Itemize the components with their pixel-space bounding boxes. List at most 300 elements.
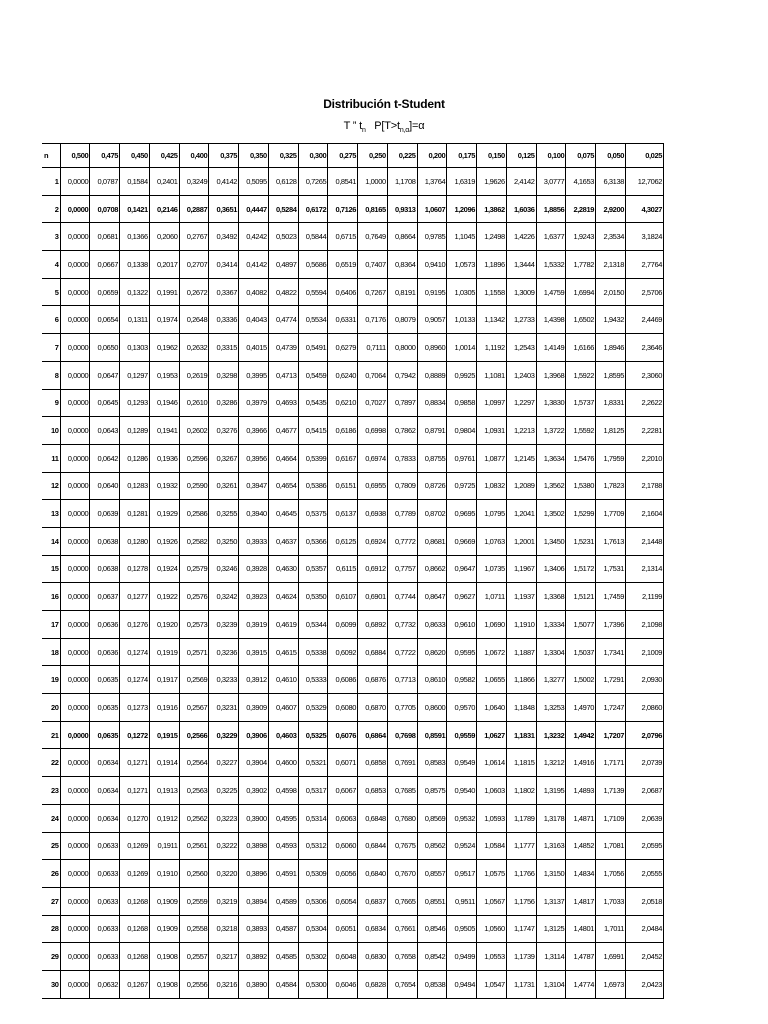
table-cell: 0,8575 [417,777,447,805]
table-cell: 0,2887 [179,195,209,223]
table-row [42,915,664,943]
table-cell: 2,1098 [626,611,664,639]
table-cell: 0,6115 [328,555,358,583]
header-alpha: 0,175 [447,144,477,168]
table-cell: 1,0690 [477,611,507,639]
table-cell: 1,4893 [566,777,596,805]
table-cell: 1,2498 [477,223,507,251]
table-cell: 0,0000 [60,334,90,362]
table-cell: 0,2569 [179,666,209,694]
table-cell: 0,3933 [239,527,269,555]
table-cell: 0,4142 [209,168,239,196]
table-cell: 0,1991 [149,278,179,306]
table-cell: 0,0667 [90,251,120,279]
table-cell: 1,4834 [566,860,596,888]
table-cell: 4,1653 [566,168,596,196]
table-cell: 1,2213 [506,417,536,445]
header-alpha: 0,200 [417,144,447,168]
table-cell: 0,1269 [120,860,150,888]
table-cell: 1,0553 [477,943,507,971]
table-cell: 2,1314 [626,555,664,583]
table-cell: 2,0687 [626,777,664,805]
table-cell: 1,0877 [477,444,507,472]
table-cell: 0,4897 [268,251,298,279]
table-cell: 2,0860 [626,694,664,722]
table-cell: 0,1953 [149,361,179,389]
table-cell: 0,0787 [90,168,120,196]
table-cell: 0,2590 [179,472,209,500]
table-cell: 2,0484 [626,915,664,943]
table-cell: 0,2610 [179,389,209,417]
table-cell: 0,2619 [179,361,209,389]
table-cell: 1,1081 [477,361,507,389]
table-cell: 0,1277 [120,583,150,611]
table-cell: 0,9804 [447,417,477,445]
table-cell: 0,3217 [209,943,239,971]
table-cell: 0,6210 [328,389,358,417]
table-cell: 0,0659 [90,278,120,306]
table-cell: 1,1342 [477,306,507,334]
table-cell: 1,1896 [477,251,507,279]
table-cell: 0,9669 [447,527,477,555]
table-cell: 0,5338 [298,638,328,666]
table-cell: 0,3896 [239,860,269,888]
table-cell: 0,6128 [268,168,298,196]
table-cell: 1,0560 [477,915,507,943]
table-cell: 0,8702 [417,500,447,528]
table-cell: 0,1268 [120,887,150,915]
header-alpha: 0,425 [149,144,179,168]
table-cell: 1,2041 [506,500,536,528]
table-cell: 0,9057 [417,306,447,334]
table-cell: 0,0647 [90,361,120,389]
table-cell: 0,6858 [358,749,388,777]
table-cell: 0,3242 [209,583,239,611]
table-cell: 0,7691 [387,749,417,777]
table-cell: 0,9925 [447,361,477,389]
table-cell: 0,3928 [239,555,269,583]
table-cell: 1,3150 [536,860,566,888]
table-cell: 0,3250 [209,527,239,555]
row-n-cell: 13 [42,500,60,528]
table-cell: 0,1276 [120,611,150,639]
table-cell: 0,2579 [179,555,209,583]
table-cell: 0,2582 [179,527,209,555]
table-cell: 0,1911 [149,832,179,860]
table-cell: 0,2648 [179,306,209,334]
table-cell: 0,0000 [60,749,90,777]
table-cell: 1,7247 [596,694,626,722]
table-cell: 0,7027 [358,389,388,417]
table-cell: 1,1848 [506,694,536,722]
table-row [42,195,664,223]
table-cell: 0,6406 [328,278,358,306]
table-cell: 1,1887 [506,638,536,666]
table-cell: 0,3229 [209,721,239,749]
table-cell: 0,5300 [298,970,328,998]
table-cell: 0,1293 [120,389,150,417]
table-cell: 1,7959 [596,444,626,472]
table-cell: 1,0593 [477,804,507,832]
table-cell: 1,3212 [536,749,566,777]
table-cell: 0,0000 [60,638,90,666]
table-cell: 0,3906 [239,721,269,749]
table-cell: 0,6054 [328,887,358,915]
table-cell: 0,5309 [298,860,328,888]
table-cell: 0,5399 [298,444,328,472]
table-cell: 0,8583 [417,749,447,777]
table-cell: 1,3406 [536,555,566,583]
table-cell: 1,0000 [358,168,388,196]
table-cell: 0,0000 [60,887,90,915]
table-cell: 0,4645 [268,500,298,528]
table-cell: 0,4615 [268,638,298,666]
table-cell: 0,6240 [328,361,358,389]
table-cell: 0,9549 [447,749,477,777]
table-cell: 0,2672 [179,278,209,306]
table-row [42,472,664,500]
table-cell: 1,5476 [566,444,596,472]
table-row [42,638,664,666]
table-cell: 0,1271 [120,777,150,805]
table-cell: 1,4916 [566,749,596,777]
table-cell: 1,2096 [447,195,477,223]
table-cell: 0,3890 [239,970,269,998]
table-cell: 1,7011 [596,915,626,943]
table-cell: 0,5344 [298,611,328,639]
table-cell: 0,4822 [268,278,298,306]
table-cell: 0,1908 [149,970,179,998]
table-cell: 0,4082 [239,278,269,306]
table-cell: 0,9858 [447,389,477,417]
table-row [42,860,664,888]
table-cell: 0,3966 [239,417,269,445]
table-cell: 0,6086 [328,666,358,694]
table-cell: 2,0555 [626,860,664,888]
table-cell: 0,4664 [268,444,298,472]
table-cell: 4,3027 [626,195,664,223]
table-cell: 1,3334 [536,611,566,639]
row-n-cell: 18 [42,638,60,666]
table-cell: 0,3900 [239,804,269,832]
table-cell: 0,5686 [298,251,328,279]
table-cell: 2,0639 [626,804,664,832]
table-cell: 0,4589 [268,887,298,915]
table-cell: 1,3722 [536,417,566,445]
table-cell: 0,6848 [358,804,388,832]
table-cell: 0,2707 [179,251,209,279]
table-cell: 0,6172 [298,195,328,223]
table-cell: 0,7789 [387,500,417,528]
header-alpha: 0,275 [328,144,358,168]
table-cell: 2,0739 [626,749,664,777]
table-cell: 0,7862 [387,417,417,445]
table-row [42,527,664,555]
table-cell: 1,4149 [536,334,566,362]
table-cell: 0,1311 [120,306,150,334]
table-cell: 1,7056 [596,860,626,888]
table-cell: 0,5594 [298,278,328,306]
table-cell: 0,0650 [90,334,120,362]
row-n-cell: 12 [42,472,60,500]
table-cell: 0,6715 [328,223,358,251]
table-cell: 0,9595 [447,638,477,666]
table-cell: 0,0643 [90,417,120,445]
table-cell: 2,2010 [626,444,664,472]
table-cell: 0,6892 [358,611,388,639]
table-cell: 0,4693 [268,389,298,417]
table-cell: 1,0567 [477,887,507,915]
table-cell: 0,8755 [417,444,447,472]
table-cell: 0,3367 [209,278,239,306]
table-cell: 0,1936 [149,444,179,472]
table-cell: 0,6167 [328,444,358,472]
row-n-cell: 27 [42,887,60,915]
table-cell: 1,4871 [566,804,596,832]
table-cell: 0,6870 [358,694,388,722]
subtitle-prefix-sub: n [361,127,366,135]
table-cell: 0,1283 [120,472,150,500]
table-cell: 0,3336 [209,306,239,334]
row-n-cell: 14 [42,527,60,555]
row-n-cell: 5 [42,278,60,306]
table-cell: 2,3060 [626,361,664,389]
table-cell: 0,2060 [149,223,179,251]
table-row [42,887,664,915]
header-alpha: 0,300 [298,144,328,168]
table-cell: 1,5299 [566,500,596,528]
table-cell: 0,6067 [328,777,358,805]
table-cell: 0,9540 [447,777,477,805]
table-cell: 1,3104 [536,970,566,998]
table-cell: 1,6166 [566,334,596,362]
table-cell: 0,7732 [387,611,417,639]
header-alpha: 0,150 [477,144,507,168]
table-cell: 1,1708 [387,168,417,196]
table-cell: 0,1270 [120,804,150,832]
table-cell: 0,3255 [209,500,239,528]
row-n-cell: 15 [42,555,60,583]
table-cell: 0,3909 [239,694,269,722]
row-n-cell: 7 [42,334,60,362]
table-cell: 0,1919 [149,638,179,666]
table-cell: 0,9313 [387,195,417,223]
table-cell: 0,9517 [447,860,477,888]
table-cell: 0,6331 [328,306,358,334]
table-cell: 0,4584 [268,970,298,998]
table-cell: 2,0796 [626,721,664,749]
table-cell: 0,3216 [209,970,239,998]
table-cell: 0,3223 [209,804,239,832]
header-alpha: 0,400 [179,144,209,168]
table-cell: 0,6060 [328,832,358,860]
table-cell: 0,8562 [417,832,447,860]
table-cell: 0,9410 [417,251,447,279]
table-cell: 0,8791 [417,417,447,445]
page-subtitle [0,120,768,134]
table-cell: 1,3114 [536,943,566,971]
table-cell: 1,5332 [536,251,566,279]
table-cell: 0,9494 [447,970,477,998]
table-cell: 1,6319 [447,168,477,196]
table-cell: 0,1338 [120,251,150,279]
table-cell: 0,6844 [358,832,388,860]
table-cell: 1,7139 [596,777,626,805]
table-cell: 1,1802 [506,777,536,805]
table-cell: 0,8610 [417,666,447,694]
table-cell: 0,3276 [209,417,239,445]
table-cell: 1,4774 [566,970,596,998]
table-cell: 1,1766 [506,860,536,888]
table-cell: 2,3534 [596,223,626,251]
table-cell: 0,7833 [387,444,417,472]
table-cell: 0,3218 [209,915,239,943]
table-cell: 0,0000 [60,306,90,334]
table-cell: 0,6876 [358,666,388,694]
table-cell: 1,3277 [536,666,566,694]
table-cell: 0,9195 [417,278,447,306]
table-cell: 0,2558 [179,915,209,943]
table-cell: 0,5350 [298,583,328,611]
table-cell: 0,2563 [179,777,209,805]
table-cell: 2,0595 [626,832,664,860]
table-cell: 2,1009 [626,638,664,666]
table-cell: 0,0000 [60,970,90,998]
table-cell: 3,0777 [536,168,566,196]
table-cell: 0,8664 [387,223,417,251]
table-body [42,168,664,999]
table-cell: 0,6071 [328,749,358,777]
table-cell: 1,0575 [477,860,507,888]
table-cell: 0,4043 [239,306,269,334]
table-row [42,500,664,528]
table-cell: 0,5459 [298,361,328,389]
table-cell: 1,0832 [477,472,507,500]
table-cell: 0,5306 [298,887,328,915]
table-cell: 0,4593 [268,832,298,860]
table-cell: 0,2596 [179,444,209,472]
table-cell: 1,4398 [536,306,566,334]
table-cell: 0,2566 [179,721,209,749]
table-cell: 0,3233 [209,666,239,694]
table-cell: 0,2559 [179,887,209,915]
header-alpha: 0,225 [387,144,417,168]
table-cell: 0,6955 [358,472,388,500]
table-cell: 1,1789 [506,804,536,832]
table-row [42,417,664,445]
table-cell: 0,1271 [120,749,150,777]
table-cell: 0,9582 [447,666,477,694]
table-cell: 1,7459 [596,583,626,611]
table-row [42,611,664,639]
table-cell: 1,0735 [477,555,507,583]
table-cell: 0,4595 [268,804,298,832]
table-cell: 1,3764 [417,168,447,196]
table-cell: 0,2767 [179,223,209,251]
table-cell: 1,1866 [506,666,536,694]
table-cell: 0,1941 [149,417,179,445]
table-cell: 0,8364 [387,251,417,279]
table-cell: 0,6938 [358,500,388,528]
table-cell: 1,0711 [477,583,507,611]
table-cell: 1,5077 [566,611,596,639]
table-cell: 1,3562 [536,472,566,500]
table-cell: 1,6502 [566,306,596,334]
row-n-cell: 28 [42,915,60,943]
row-n-cell: 22 [42,749,60,777]
table-cell: 0,0633 [90,860,120,888]
table-cell: 0,2586 [179,500,209,528]
table-cell: 0,0000 [60,361,90,389]
table-cell: 1,7109 [596,804,626,832]
table-cell: 1,3009 [506,278,536,306]
table-cell: 0,6864 [358,721,388,749]
table-cell: 1,7396 [596,611,626,639]
table-row [42,804,664,832]
table-cell: 0,3940 [239,500,269,528]
table-cell: 0,8620 [417,638,447,666]
table-cell: 0,2146 [149,195,179,223]
table-cell: 1,6377 [536,223,566,251]
table-cell: 0,2571 [179,638,209,666]
table-cell: 0,0635 [90,666,120,694]
header-alpha: 0,475 [90,144,120,168]
table-row [42,970,664,998]
table-cell: 1,2145 [506,444,536,472]
table-cell: 0,1912 [149,804,179,832]
header-alpha: 0,325 [268,144,298,168]
table-cell: 1,1967 [506,555,536,583]
table-cell: 0,7654 [387,970,417,998]
table-cell: 0,2564 [179,749,209,777]
table-cell: 0,8726 [417,472,447,500]
table-cell: 0,0634 [90,749,120,777]
table-cell: 0,0000 [60,389,90,417]
row-n-cell: 17 [42,611,60,639]
table-cell: 0,0635 [90,694,120,722]
row-n-cell: 2 [42,195,60,223]
header-alpha: 0,075 [566,144,596,168]
table-row [42,251,664,279]
table-cell: 2,1604 [626,500,664,528]
table-cell: 0,8889 [417,361,447,389]
table-cell: 0,5534 [298,306,328,334]
table-cell: 1,0997 [477,389,507,417]
table-cell: 1,1045 [447,223,477,251]
table-cell: 0,1267 [120,970,150,998]
row-n-cell: 30 [42,970,60,998]
table-cell: 0,4447 [239,195,269,223]
table-cell: 0,0000 [60,527,90,555]
table-cell: 0,7176 [358,306,388,334]
header-n: n [42,144,60,168]
table-cell: 0,5435 [298,389,328,417]
table-cell: 0,7722 [387,638,417,666]
table-cell: 1,0640 [477,694,507,722]
row-n-cell: 4 [42,251,60,279]
table-cell: 0,4591 [268,860,298,888]
table-cell: 1,7613 [596,527,626,555]
table-cell: 0,9559 [447,721,477,749]
table-cell: 0,8633 [417,611,447,639]
table-cell: 0,1929 [149,500,179,528]
table-cell: 0,1297 [120,361,150,389]
table-cell: 0,8600 [417,694,447,722]
table-cell: 1,1937 [506,583,536,611]
row-n-cell: 6 [42,306,60,334]
table-cell: 0,8079 [387,306,417,334]
table-cell: 0,3919 [239,611,269,639]
